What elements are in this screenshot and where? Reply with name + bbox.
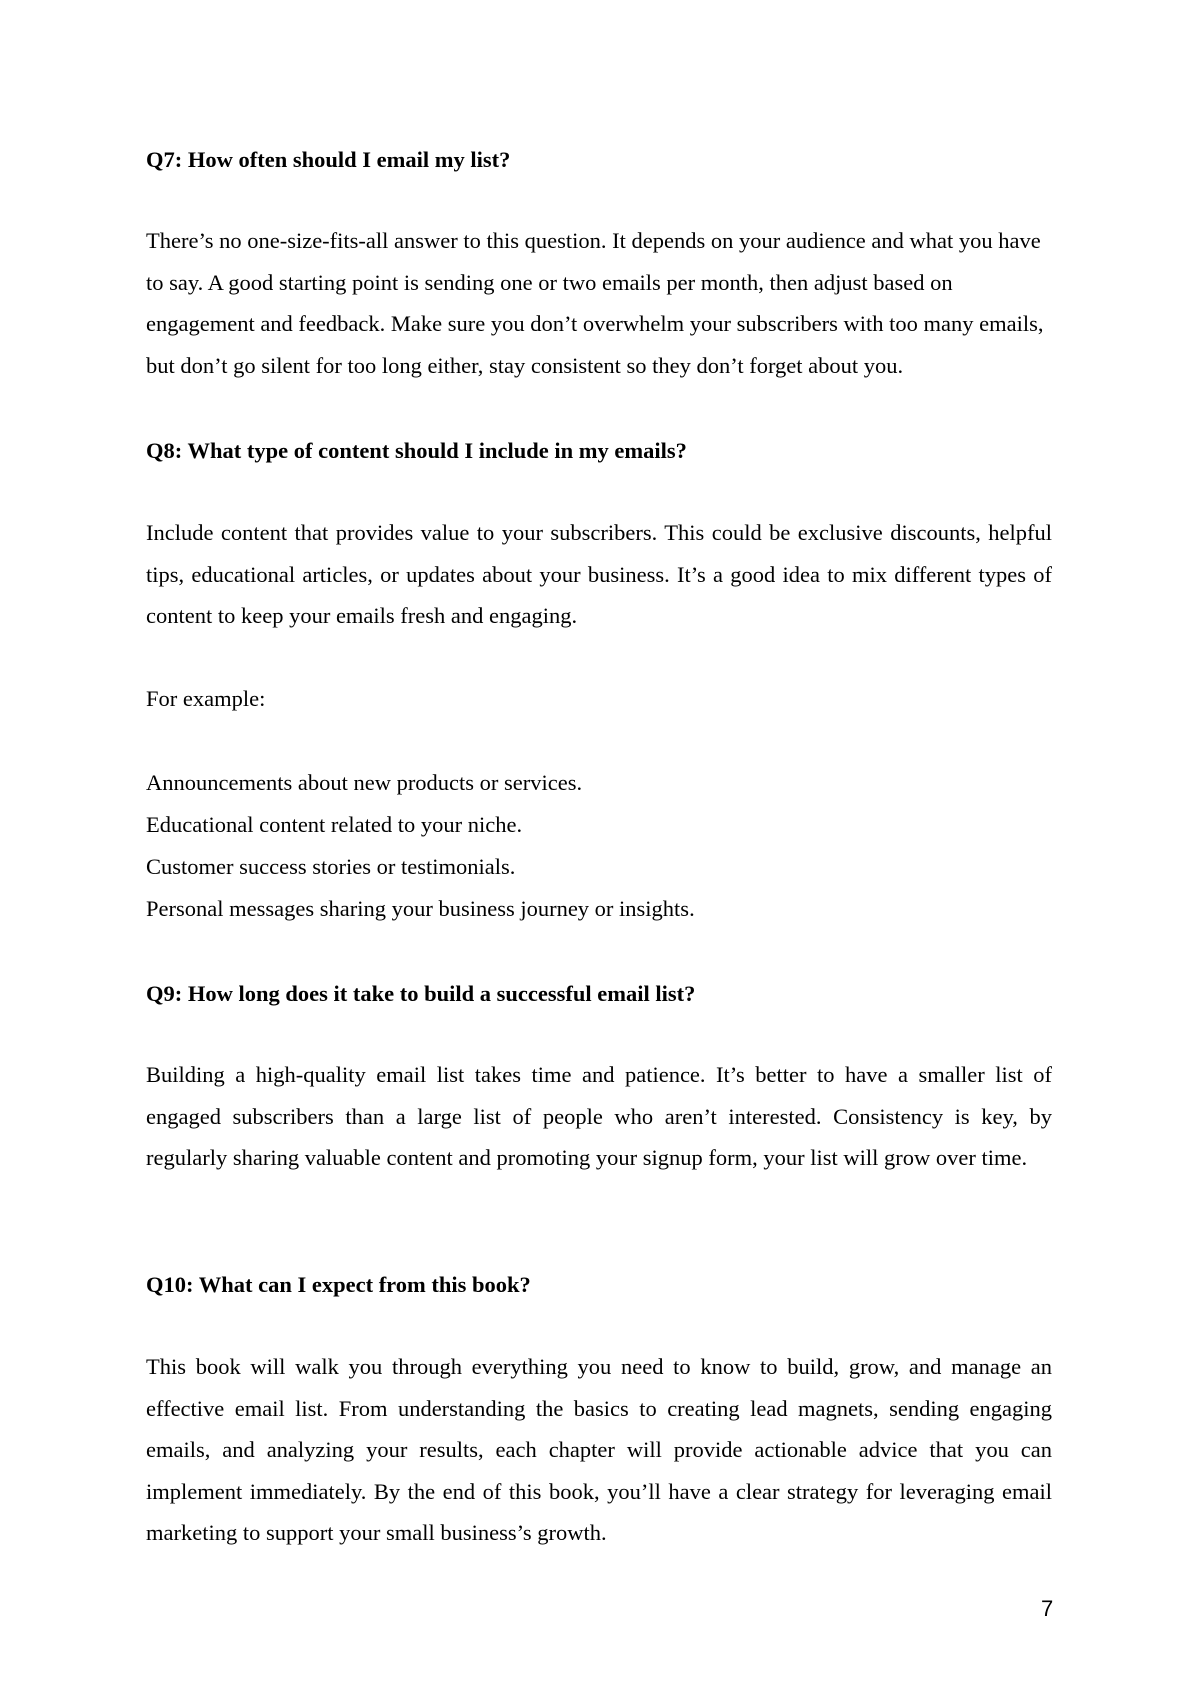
list-item: Personal messages sharing your business journey or insights. [146,896,695,921]
list-item: Customer success stories or testimonials. [146,854,516,879]
answer-paragraph-q10: This book will walk you through everything you need to know to build, grow, and manage an effective email list. From understanding the basics to creating lead magnets, sending engaging emails, and analyzing your results, each chapter will provide actionable advice that you can implement immediately. By the end of this book, you’ll have a clear strategy for leveraging email marketing to support your small business’s growth. [146,1354,1052,1545]
answer-paragraph-q8: Include content that provides value to your subscribers. This could be exclusive discounts, helpful tips, educational articles, or updates about your business. It’s a good idea to mix different types of content to keep your emails fresh and engaging. [146,520,1052,628]
question-heading-q10: Q10: What can I expect from this book? [146,1272,531,1297]
page-number: 7 [1041,1596,1054,1621]
list-item: Educational content related to your niche. [146,812,523,837]
answer-paragraph-q9: Building a high-quality email list takes time and patience. It’s better to have a smaller list of engaged subscribers than a large list of people who aren’t interested. Consistency is key, by regularly sharing valuable content and promoting your signup form, your list will grow over time. [146,1062,1052,1170]
question-heading-q8: Q8: What type of content should I include in my emails? [146,438,687,463]
answer-paragraph-q7: There’s no one-size-fits-all answer to this question. It depends on your audience and what you have to say. A good starting point is sending one or two emails per month, then adjust based on engagement and feedback. Make sure you don’t overwhelm your subscribers with too many emails, but don’t go silent for too long either, stay consistent so they don’t forget about you. [146,228,1044,378]
example-intro: For example: [146,686,266,711]
list-item: Announcements about new products or services. [146,770,583,795]
question-heading-q7: Q7: How often should I email my list? [146,147,511,172]
question-heading-q9: Q9: How long does it take to build a successful email list? [146,981,696,1006]
